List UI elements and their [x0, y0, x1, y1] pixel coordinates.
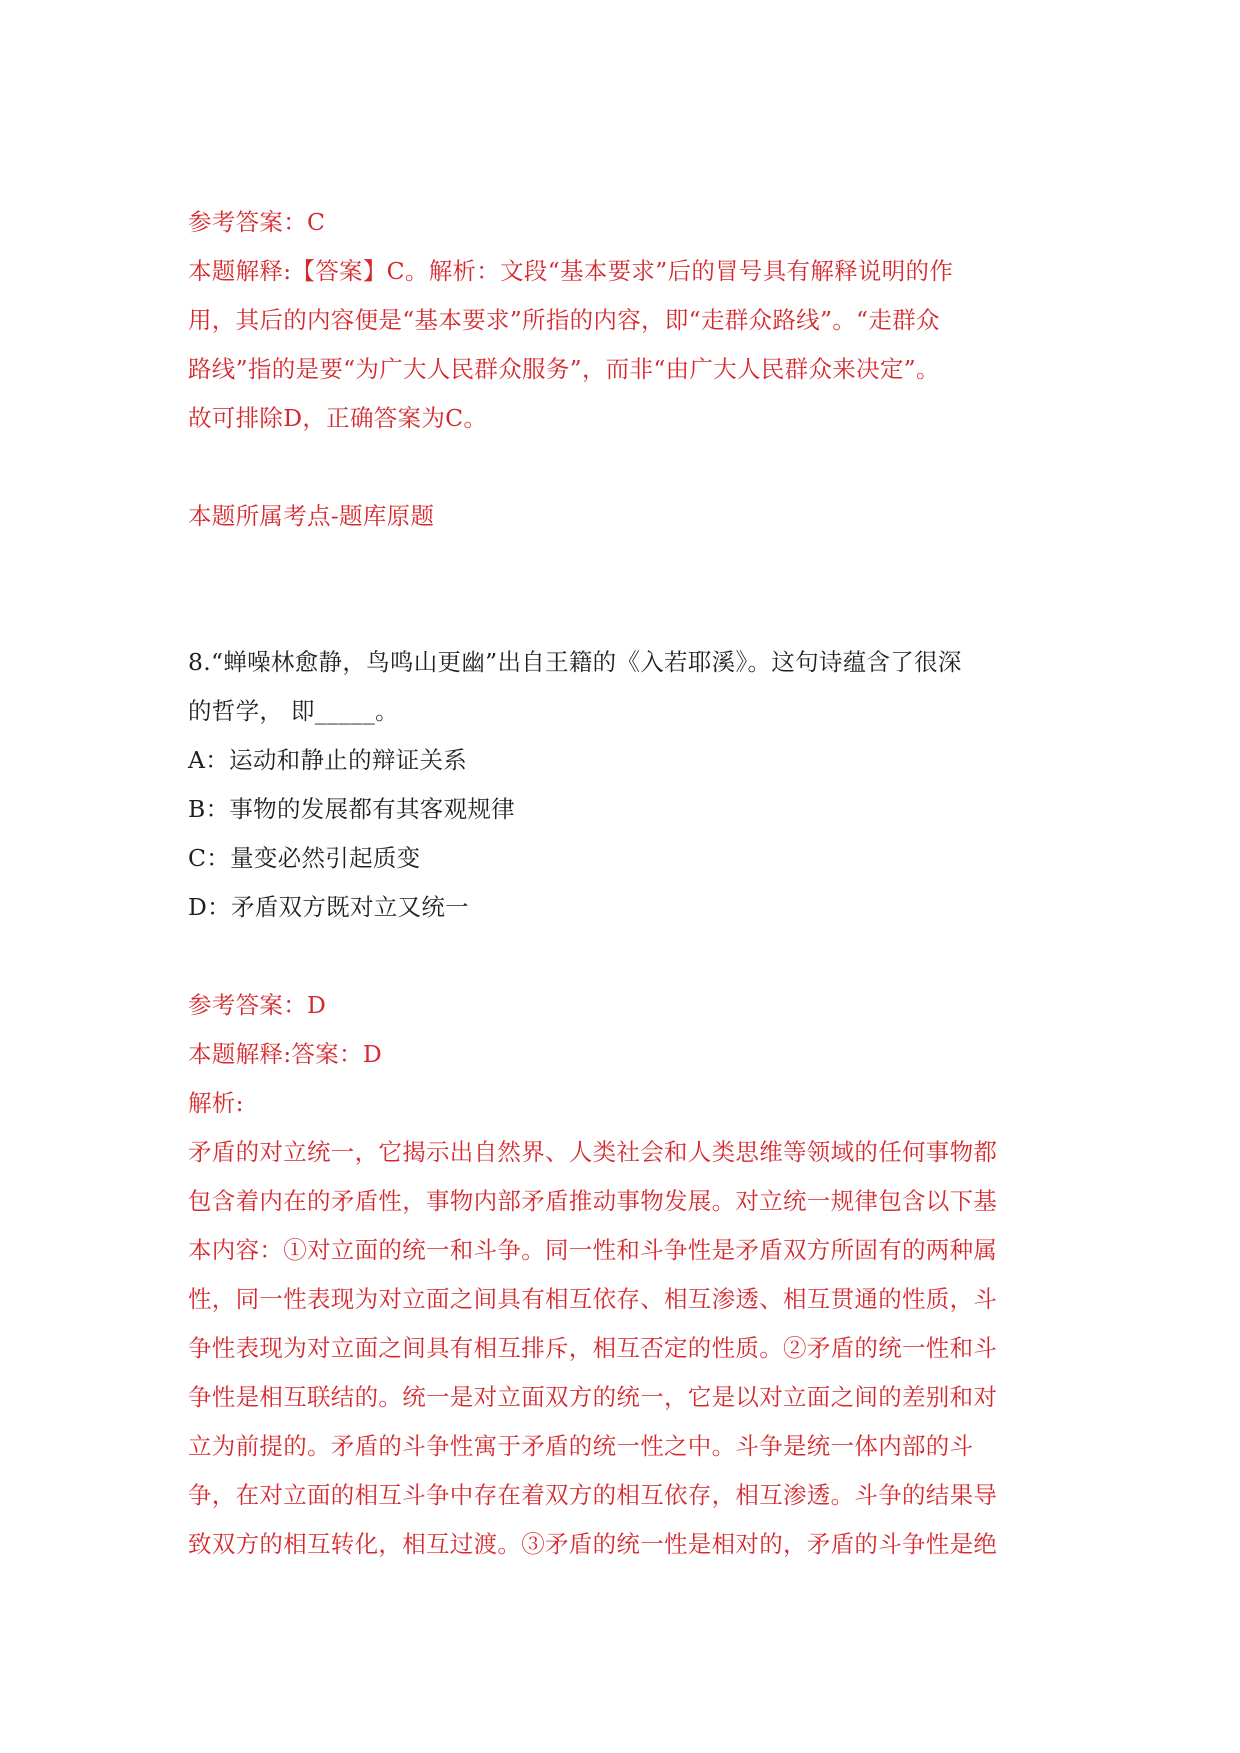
- prev-explanation-line: 用，其后的内容便是“基本要求”所指的内容，即“走群众路线”。“走群众: [188, 306, 940, 334]
- prev-topic: [188, 492, 1044, 541]
- analysis-line: 包含着内在的矛盾性，事物内部矛盾推动事物发展。对立统一规律包含以下基: [188, 1187, 998, 1215]
- question-8-stem: [188, 638, 1044, 736]
- question-stem-line: 的哲学， 即_____。: [188, 697, 399, 725]
- analysis-line: 致双方的相互转化，相互过渡。③矛盾的统一性是相对的，矛盾的斗争性是绝: [188, 1530, 998, 1558]
- option-b: B：事物的发展都有其客观规律: [188, 795, 515, 823]
- prev-explanation: [188, 247, 1044, 443]
- analysis-line: 立为前提的。矛盾的斗争性寓于矛盾的统一性之中。斗争是统一体内部的斗: [188, 1432, 974, 1460]
- question-8-answer-block: [188, 981, 1044, 1569]
- analysis-line: 争，在对立面的相互斗争中存在着双方的相互依存，相互渗透。斗争的结果导: [188, 1481, 998, 1509]
- prev-answer: [188, 198, 1044, 247]
- option-a: A：运动和静止的辩证关系: [188, 746, 468, 774]
- option-c: C：量变必然引起质变: [188, 844, 421, 872]
- analysis-line: 争性表现为对立面之间具有相互排斥，相互否定的性质。②矛盾的统一性和斗: [188, 1334, 998, 1362]
- analysis-line: 争性是相互联结的。统一是对立面双方的统一，它是以对立面之间的差别和对: [188, 1383, 998, 1411]
- analysis-line: 性，同一性表现为对立面之间具有相互依存、相互渗透、相互贯通的性质，斗: [188, 1285, 998, 1313]
- question-8-options: [188, 736, 1044, 932]
- option-d: D：矛盾双方既对立又统一: [188, 893, 469, 921]
- prev-explanation-line: 路线”指的是要“为广大人民群众服务”，而非“由广大人民群众来决定”。: [188, 355, 940, 383]
- prev-answer-text: 参考答案：C: [188, 208, 326, 236]
- question-8-answer: 参考答案：D: [188, 991, 327, 1019]
- question-8-explanation-header: 本题解释:答案：D: [188, 1040, 382, 1068]
- prev-explanation-line: 故可排除D，正确答案为C。: [188, 404, 488, 432]
- question-8-analysis-label: 解析:: [188, 1089, 244, 1117]
- question-stem-line: 8.“蝉噪林愈静，鸟鸣山更幽”出自王籍的《入若耶溪》。这句诗蕴含了很深: [188, 648, 962, 676]
- prev-explanation-line: 本题解释:【答案】C。解析：文段“基本要求”后的冒号具有解释说明的作: [188, 257, 954, 285]
- analysis-line: 本内容：①对立面的统一和斗争。同一性和斗争性是矛盾双方所固有的两种属: [188, 1236, 998, 1264]
- analysis-line: 矛盾的对立统一，它揭示出自然界、人类社会和人类思维等领域的任何事物都: [188, 1138, 998, 1166]
- prev-topic-text: 本题所属考点-题库原题: [188, 502, 435, 530]
